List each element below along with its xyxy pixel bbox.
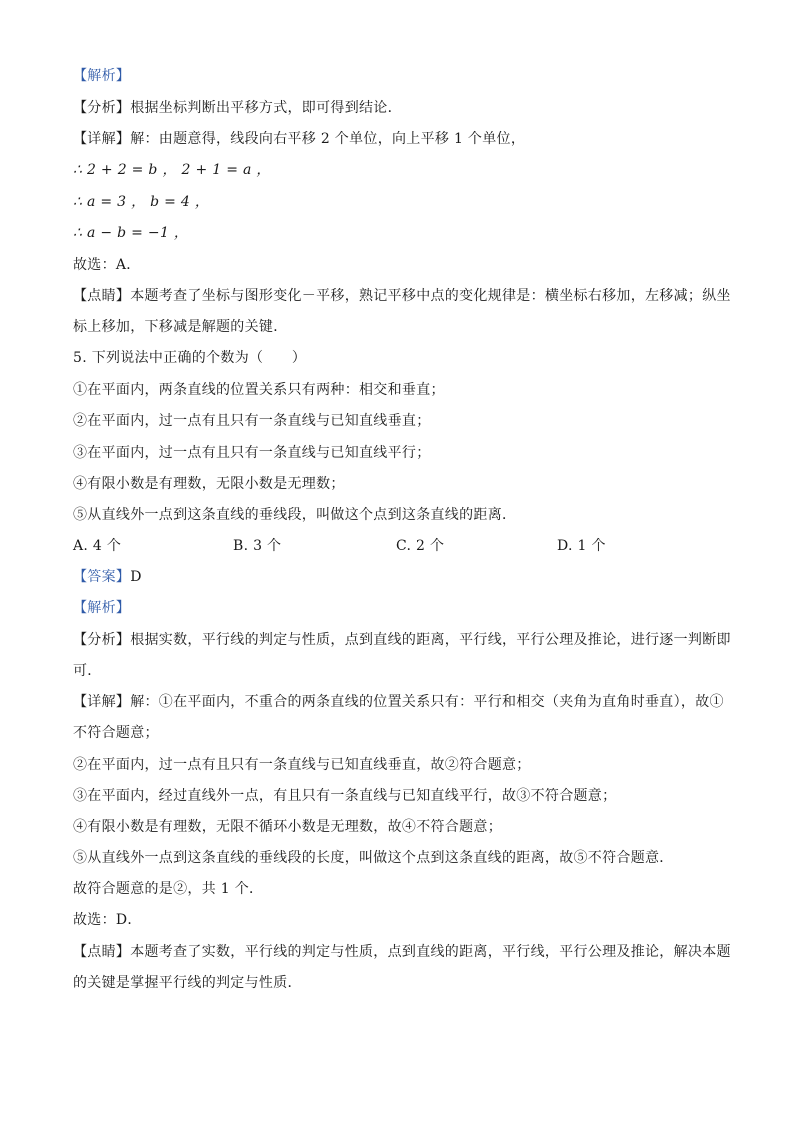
equation-line: ∴ a = 3 ， b = 4 ， (73, 194, 210, 210)
choice-b: B. 3 个 (233, 538, 282, 554)
statement-3: ③在平面内，过一点有且只有一条直线与已知直线平行； (73, 445, 431, 461)
detail-line: 【详解】解：①在平面内，不重合的两条直线的位置关系只有：平行和相交（夹角为直角时垂直），故① (73, 694, 724, 710)
analysis-line: 【分析】根据实数，平行线的判定与性质，点到直线的距离，平行线，平行公理及推论，进行逐一判断即 (73, 632, 731, 648)
detail-line: 【详解】解：由题意得，线段向右平移 2 个单位，向上平移 1 个单位， (73, 131, 526, 147)
answer-tag: 【答案】 (73, 569, 131, 585)
answer-row (73, 567, 734, 587)
analysis-tag: 【解析】 (73, 600, 131, 616)
statement-1: ①在平面内，两条直线的位置关系只有两种：相交和垂直； (73, 382, 445, 398)
choice-c: C. 2 个 (396, 538, 445, 554)
detail-line: ④有限小数是有理数，无限不循环小数是无理数，故④不符合题意； (73, 819, 502, 835)
comment-line: 的关键是掌握平行线的判定与性质． (73, 975, 302, 991)
comment-line: 【点睛】本题考查了坐标与图形变化－平移，熟记平移中点的变化规律是：横坐标右移加，左移减；纵坐 (73, 288, 731, 304)
detail-line: ②在平面内，过一点有且只有一条直线与已知直线垂直，故②符合题意； (73, 757, 531, 773)
answer-value: D (130, 569, 142, 585)
answer-choice-line: 故选：D． (73, 912, 142, 928)
analysis-line: 【分析】根据坐标判断出平移方式，即可得到结论． (73, 100, 402, 116)
equation-line: ∴ a − b = −1 ， (73, 225, 189, 241)
statement-5: ⑤从直线外一点到这条直线的垂线段，叫做这个点到这条直线的距离． (73, 507, 517, 523)
choice-a: A. 4 个 (73, 538, 122, 554)
equation-line: ∴ 2 + 2 = b ， 2 + 1 = a ， (73, 162, 271, 178)
detail-line: ③在平面内，经过直线外一点，有且只有一条直线与已知直线平行，故③不符合题意； (73, 788, 617, 804)
statement-2: ②在平面内，过一点有且只有一条直线与已知直线垂直； (73, 413, 431, 429)
detail-line: 故符合题意的是②，共 1 个． (73, 881, 264, 897)
analysis-tag: 【解析】 (73, 68, 131, 84)
detail-line: 不符合题意； (73, 725, 159, 741)
choice-d: D. 1 个 (557, 538, 606, 554)
statement-4: ④有限小数是有理数，无限小数是无理数； (73, 476, 345, 492)
detail-line: ⑤从直线外一点到这条直线的垂线段的长度，叫做这个点到这条直线的距离，故⑤不符合题意． (73, 850, 674, 866)
answer-choice-line: 故选：A． (73, 257, 141, 273)
comment-line: 标上移加，下移减是解题的关键． (73, 319, 288, 335)
comment-line: 【点睛】本题考查了实数，平行线的判定与性质，点到直线的距离，平行线，平行公理及推论，解决本题 (73, 944, 731, 960)
question-title: 5. 下列说法中正确的个数为（ ） (73, 350, 307, 366)
analysis-line: 可． (73, 663, 102, 679)
